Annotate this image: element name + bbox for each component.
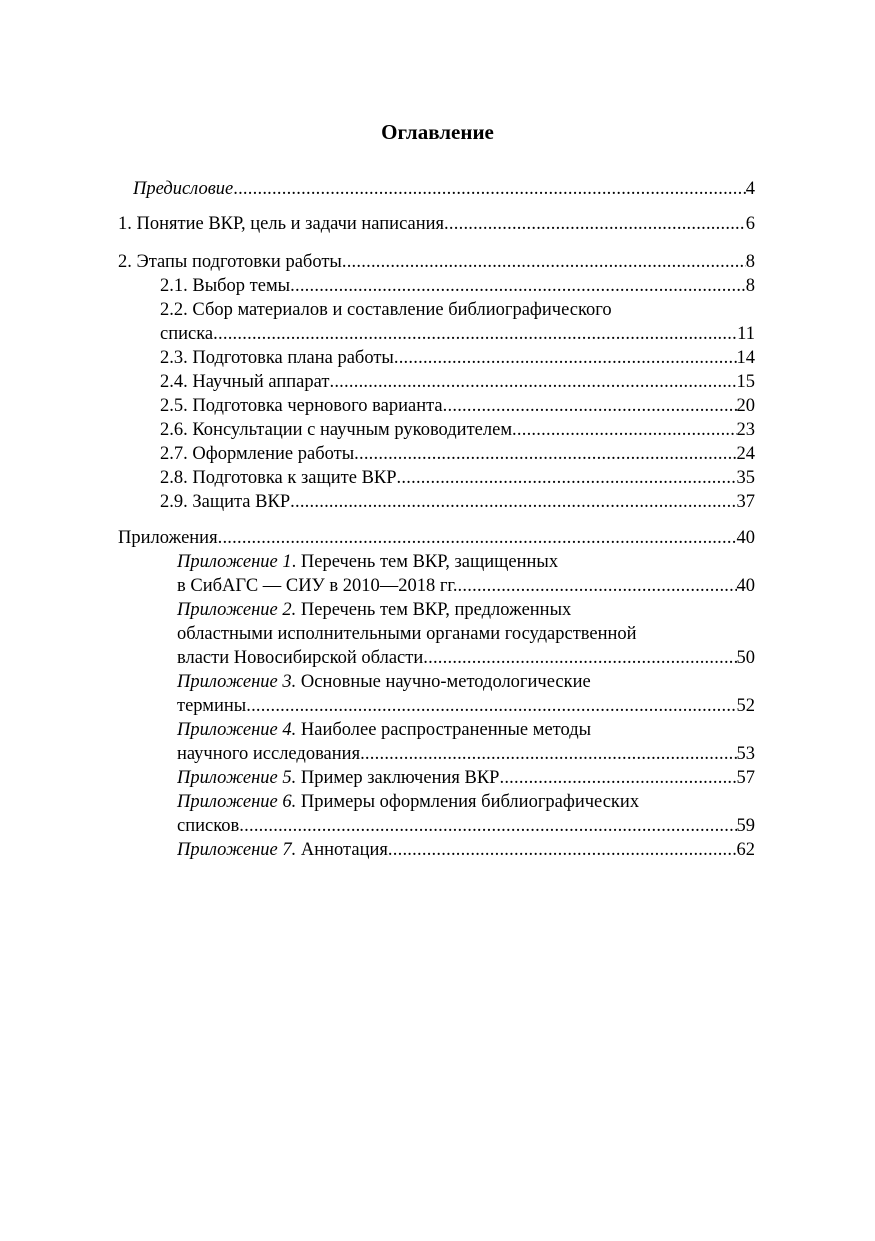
toc-entry-2-6[interactable]: [160, 418, 755, 442]
leader-dots: [443, 394, 737, 418]
toc-entry-app3[interactable]: [177, 694, 755, 718]
leader-dots: [397, 466, 737, 490]
appendix-prefix: Приложение 6.: [177, 792, 297, 812]
leader-dots: [423, 646, 736, 670]
toc-label: списка: [160, 324, 214, 344]
page-title: Оглавление: [381, 120, 494, 144]
toc-page: 20: [736, 396, 755, 416]
toc-page: 8: [745, 252, 755, 272]
toc-page: 59: [736, 816, 755, 836]
toc-page: 37: [736, 492, 755, 512]
toc-page: 35: [736, 468, 755, 488]
appendix-title: Наиболее распространенные методы: [296, 720, 592, 740]
toc-entry-app5[interactable]: [177, 766, 755, 790]
appendix-prefix: Приложение 1: [177, 552, 292, 572]
appendix-prefix: Приложение 5.: [177, 768, 297, 788]
toc-page: 53: [736, 744, 755, 764]
toc-page: 6: [745, 214, 755, 234]
toc-entry-2-7[interactable]: [160, 442, 755, 466]
toc-page: 57: [736, 768, 755, 788]
toc-page: 40: [736, 528, 755, 548]
toc-entry-appendices[interactable]: [118, 526, 755, 550]
toc-entry-app4[interactable]: [177, 742, 755, 766]
toc-entry-app2-line2[interactable]: областными исполнительными органами государственной: [177, 624, 637, 644]
toc-label: власти Новосибирской области: [177, 648, 424, 668]
toc-page: 8: [745, 276, 755, 296]
toc-label: 2.8. Подготовка к защите ВКР: [160, 468, 397, 488]
toc-page: 4: [745, 179, 755, 199]
toc-label: научного исследования: [177, 744, 361, 764]
toc-page: 11: [737, 324, 755, 344]
toc-page: 40: [736, 576, 755, 596]
toc-label: термины: [177, 696, 247, 716]
leader-dots: [290, 274, 746, 298]
toc-label: [177, 838, 388, 862]
leader-dots: [233, 177, 746, 201]
toc-page: 14: [736, 348, 755, 368]
toc-entry-app6-line1[interactable]: [177, 790, 639, 814]
toc-label: списков: [177, 816, 240, 836]
leader-dots: [342, 250, 746, 274]
toc-entry-2-3[interactable]: [160, 346, 755, 370]
toc-entry-2-2-line1[interactable]: 2.2. Сбор материалов и составление библиографического: [160, 300, 612, 320]
toc-label: 1. Понятие ВКР, цель и задачи написания: [118, 214, 445, 234]
toc-entry-2-1[interactable]: [160, 274, 755, 298]
appendix-title: Перечень тем ВКР, предложенных: [296, 600, 572, 620]
toc-page: 24: [736, 444, 755, 464]
toc-entry-app1[interactable]: [177, 574, 755, 598]
toc-entry-2-4[interactable]: [160, 370, 755, 394]
appendix-prefix: Приложение 4.: [177, 720, 297, 740]
toc-label: 2.9. Защита ВКР: [160, 492, 291, 512]
leader-dots: [444, 212, 746, 236]
toc-page: 50: [736, 648, 755, 668]
appendix-title: Пример заключения ВКР: [296, 768, 500, 788]
toc-entry-preface[interactable]: [133, 177, 755, 201]
toc-page: 52: [736, 696, 755, 716]
toc-entry-ch1[interactable]: [118, 212, 755, 236]
toc-entry-2-5[interactable]: [160, 394, 755, 418]
leader-dots: [499, 766, 736, 790]
toc-page: 15: [736, 372, 755, 392]
leader-dots: [360, 742, 736, 766]
toc-entry-app2-line1[interactable]: [177, 598, 571, 622]
appendix-title: Аннотация: [296, 840, 388, 860]
toc-label: Приложения: [118, 528, 218, 548]
appendix-title: Основные научно-методологические: [296, 672, 591, 692]
toc-page: 23: [736, 420, 755, 440]
toc-label: в СибАГС — СИУ в 2010—2018 гг.: [177, 576, 458, 596]
toc-label: 2.3. Подготовка плана работы: [160, 348, 394, 368]
toc-entry-2-9[interactable]: [160, 490, 755, 514]
toc-label: Предисловие: [133, 179, 234, 199]
toc-entry-app4-line1[interactable]: [177, 718, 591, 742]
toc-label: 2.4. Научный аппарат: [160, 372, 330, 392]
leader-dots: [246, 694, 736, 718]
toc-entry-app3-line1[interactable]: [177, 670, 591, 694]
toc-entry-2-8[interactable]: [160, 466, 755, 490]
toc-entry-app6[interactable]: [177, 814, 755, 838]
leader-dots: [290, 490, 736, 514]
leader-dots: [218, 526, 737, 550]
leader-dots: [213, 322, 737, 346]
toc-entry-ch2[interactable]: [118, 250, 755, 274]
leader-dots: [329, 370, 736, 394]
toc-label: 2.7. Оформление работы: [160, 444, 355, 464]
toc-entry-app7[interactable]: [177, 838, 755, 862]
toc-label: 2.6. Консультации с научным руководителем: [160, 420, 513, 440]
leader-dots: [458, 574, 737, 598]
appendix-title: Примеры оформления библиографических: [296, 792, 640, 812]
toc-entry-2-2[interactable]: [160, 322, 755, 346]
leader-dots: [512, 418, 736, 442]
appendix-prefix: Приложение 2.: [177, 600, 297, 620]
toc-label: 2.5. Подготовка чернового варианта: [160, 396, 443, 416]
appendix-title: . Перечень тем ВКР, защищенных: [291, 552, 559, 572]
appendix-prefix: Приложение 7.: [177, 840, 297, 860]
leader-dots: [388, 838, 737, 862]
toc-entry-app1-line1[interactable]: [177, 550, 558, 574]
toc-label: 2. Этапы подготовки работы: [118, 252, 342, 272]
toc-label: [177, 766, 499, 790]
leader-dots: [239, 814, 736, 838]
leader-dots: [354, 442, 736, 466]
appendix-prefix: Приложение 3.: [177, 672, 297, 692]
leader-dots: [394, 346, 737, 370]
toc-label: 2.1. Выбор темы: [160, 276, 291, 296]
toc-page: 62: [736, 840, 755, 860]
toc-entry-app2[interactable]: [177, 646, 755, 670]
